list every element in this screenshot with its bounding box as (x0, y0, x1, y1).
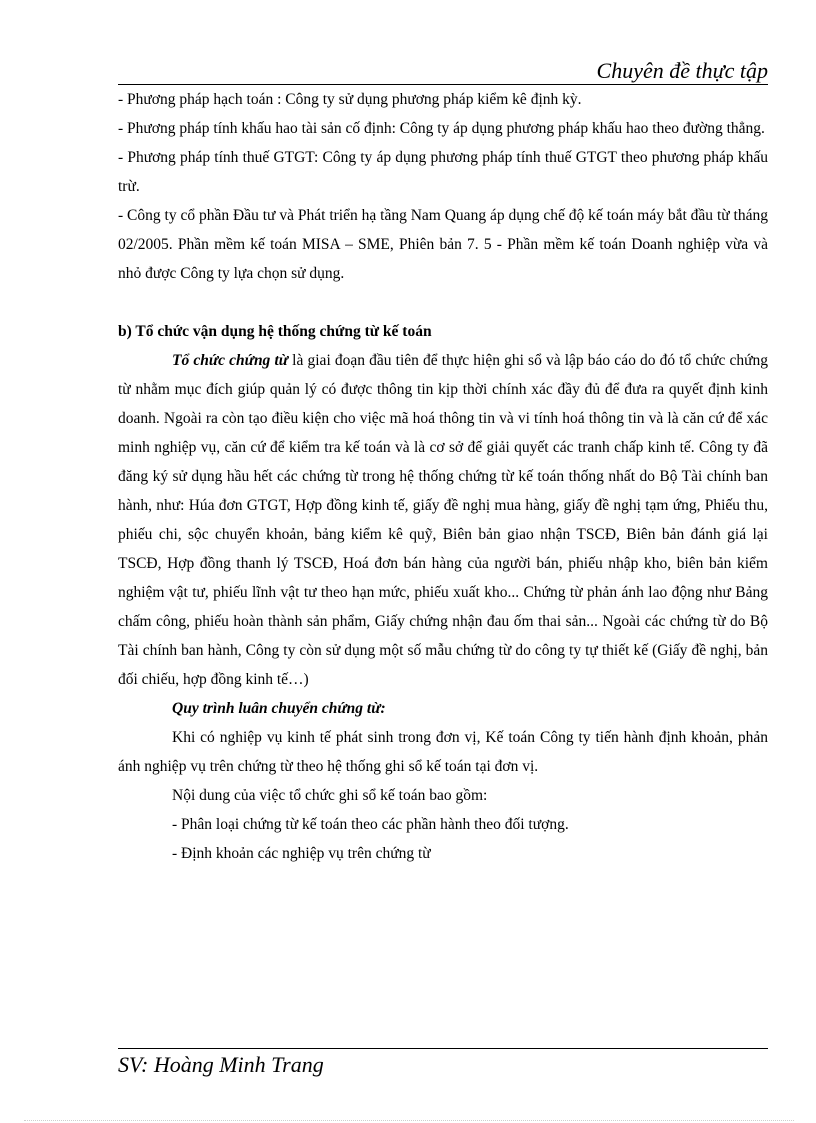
document-body (118, 85, 768, 868)
paragraph-voucher-organization (118, 346, 768, 694)
footer-author: SV: Hoàng Minh Trang (118, 1052, 324, 1077)
paragraph-depreciation-method: - Phương pháp tính khấu hao tài sản cố định: Công ty áp dụng phương pháp khấu hao theo đường thẳng. (118, 120, 765, 137)
paragraph-transaction-recording: Khi có nghiệp vụ kinh tế phát sinh trong đơn vị, Kế toán Công ty tiến hành định khoản, phản ánh nghiệp vụ trên chứng từ theo hệ thống ghi sổ kế toán tại đơn vị. (118, 729, 768, 775)
list-item-classification: - Phân loại chứng từ kế toán theo các phần hành theo đối tượng. (172, 816, 569, 833)
voucher-flow-title: Quy trình luân chuyển chứng từ: (172, 700, 386, 717)
paragraph-vat-method: - Phương pháp tính thuế GTGT: Công ty áp dụng phương pháp tính thuế GTGT theo phương pháp khấu trừ. (118, 149, 768, 195)
page-header (118, 56, 768, 85)
voucher-organization-text: là giai đoạn đầu tiên để thực hiện ghi sổ và lập báo cáo do đó tổ chức chứng từ nhằm mục đích giúp quản lý có được thông tin kịp thời chính xác đầy đủ để đưa ra quyết định kinh doanh. Ngoài ra còn tạo điều kiện cho việc mã hoá thông tin và vi tính hoá thông tin và là căn cứ để xác minh nghiệp vụ, căn cứ để kiểm tra kế toán và là cơ sở để giải quyết các tranh chấp kinh tế. Công ty đã đăng ký sử dụng hầu hết các chứng từ trong hệ thống chứng từ kế toán thống nhất do Bộ Tài chính ban hành, như: Húa đơn GTGT, Hợp đồng kinh tế, giấy đề nghị mua hàng, giấy đề nghị tạm ứng, Phiếu thu, phiếu chi, sộc chuyển khoản, bảng kiểm kê quỹ, Biên bản giao nhận TSCĐ, Biên bản đánh giá lại TSCĐ, Hợp đồng thanh lý TSCĐ, Hoá đơn bán hàng của người bán, phiếu nhập kho, biên bản kiểm nghiệm vật tư, phiếu lĩnh vật tư theo hạn mức, phiếu xuất kho... Chứng từ phản ánh lao động như Bảng chấm công, phiếu hoàn thành sản phẩm, Giấy chứng nhận đau ốm thai sản... Ngoài các chứng từ do Bộ Tài chính ban hành, Công ty còn sử dụng một số mẫu chứng từ do công ty tự thiết kế (Giấy đề nghị, bản đối chiếu, hợp đồng kinh tế…) (118, 352, 768, 688)
section-b-title: b) Tổ chức vận dụng hệ thống chứng từ kế toán (118, 323, 432, 340)
paragraph-accounting-software: - Công ty cổ phần Đầu tư và Phát triển hạ tầng Nam Quang áp dụng chế độ kế toán máy bắt đầu từ tháng 02/2005. Phần mềm kế toán MISA – SME, Phiên bản 7. 5 - Phần mềm kế toán Doanh nghiệp vừa và nhỏ được Công ty lựa chọn sử dụng. (118, 207, 768, 282)
header-title: Chuyên đề thực tập (596, 58, 768, 83)
page-bottom-edge (24, 1120, 794, 1121)
voucher-organization-lead: Tổ chức chứng từ (172, 352, 289, 369)
paragraph-accounting-method: - Phương pháp hạch toán : Công ty sử dụng phương pháp kiểm kê định kỳ. (118, 91, 582, 108)
paragraph-bookkeeping-content: Nội dung của việc tổ chức ghi sổ kế toán bao gồm: (172, 787, 488, 804)
page-footer (118, 1048, 768, 1077)
list-item-entries: - Định khoản các nghiệp vụ trên chứng từ (172, 845, 431, 862)
